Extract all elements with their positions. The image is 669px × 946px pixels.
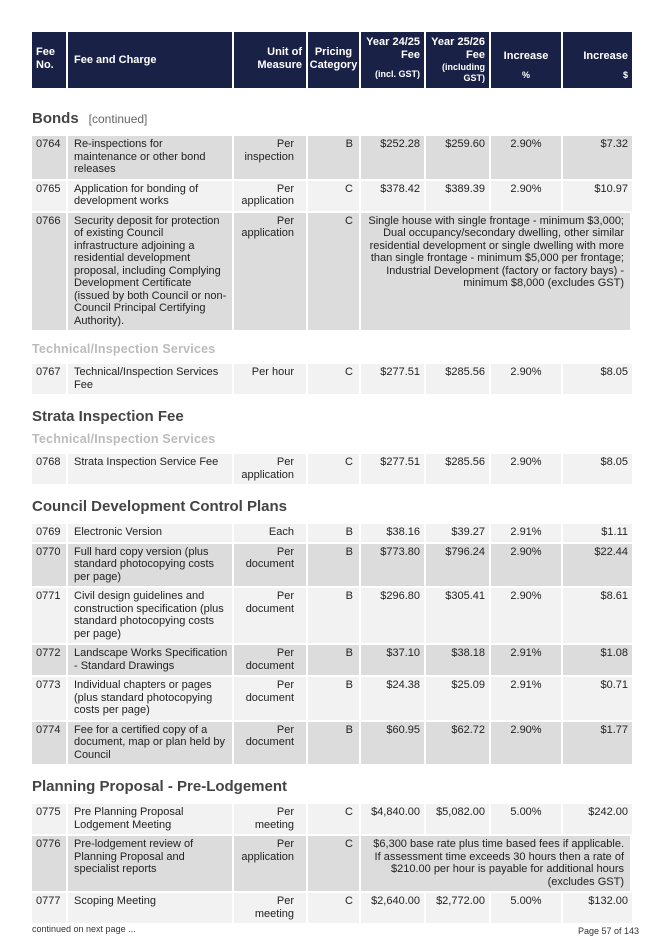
header-increase-amt <box>563 32 632 88</box>
fee-description: Fee for a certified copy of a document, map or plan held by Council <box>68 722 232 765</box>
footer-continued: continued on next page ... <box>32 924 136 934</box>
fee-2526: $39.27 <box>426 524 489 542</box>
fee-no: 0777 <box>32 893 66 923</box>
fee-2526: $285.56 <box>426 364 489 394</box>
increase-amt: $10.97 <box>563 181 632 211</box>
increase-amt: $8.61 <box>563 588 632 643</box>
fee-2526: $38.18 <box>426 645 489 675</box>
fee-description: Strata Inspection Service Fee <box>68 454 232 484</box>
header-fee-no: Fee No. <box>32 32 66 88</box>
section-title-council-dcp: Council Development Control Plans <box>32 498 288 515</box>
unit-of-measure: Per document <box>234 588 306 643</box>
fee-no: 0774 <box>32 722 66 765</box>
fee-2425: $378.42 <box>361 181 424 211</box>
fee-description: Technical/Inspection Services Fee <box>68 364 232 394</box>
subsection-title-technical: Technical/Inspection Services <box>32 342 216 356</box>
footer-page-number: Page 57 of 143 <box>578 926 640 936</box>
table-header <box>32 32 638 88</box>
increase-pct: 2.91% <box>491 524 561 542</box>
unit-of-measure: Per application <box>234 181 306 211</box>
fee-no: 0770 <box>32 544 66 587</box>
header-year-2526-label: Year 25/26 <box>431 36 485 48</box>
fee-description: Civil design guidelines and construction specification (plus standard photocopying costs per page) <box>68 588 232 643</box>
unit-of-measure: Per meeting <box>234 804 306 834</box>
pricing-category: C <box>308 213 359 331</box>
fee-description: Application for bonding of development works <box>68 181 232 211</box>
table-row <box>32 544 638 587</box>
increase-pct: 2.91% <box>491 677 561 720</box>
fee-description: Full hard copy version (plus standard photocopying costs per page) <box>68 544 232 587</box>
section-title-planning-proposal: Planning Proposal - Pre-Lodgement <box>32 778 288 795</box>
table-row <box>32 136 638 179</box>
increase-amt: $0.71 <box>563 677 632 720</box>
increase-pct: 2.91% <box>491 645 561 675</box>
header-increase-amt-sub: $ <box>622 70 628 80</box>
table-row <box>32 588 638 643</box>
table-row <box>32 722 638 765</box>
pricing-category: B <box>308 588 359 643</box>
pricing-category: C <box>308 364 359 394</box>
fee-no: 0766 <box>32 213 66 331</box>
fee-description: Landscape Works Specification - Standard Drawings <box>68 645 232 675</box>
subsection-title-strata-technical: Technical/Inspection Services <box>32 432 216 446</box>
increase-pct: 2.90% <box>491 544 561 587</box>
fee-no: 0764 <box>32 136 66 179</box>
header-increase-pct-sub: % <box>521 70 530 80</box>
fee-no: 0776 <box>32 836 66 891</box>
fee-2425: $277.51 <box>361 364 424 394</box>
increase-pct: 2.90% <box>491 588 561 643</box>
increase-amt: $8.05 <box>563 364 632 394</box>
fee-description: Re-inspections for maintenance or other bond releases <box>68 136 232 179</box>
fee-description: Security deposit for protection of existing Council infrastructure adjoining a residential development proposal, including Complying Development Certificate (issued by both Council or non-Council Principal Certifying Authority). <box>68 213 232 331</box>
header-year-2425-sub: (incl. GST) <box>375 69 420 79</box>
header-unit-of-measure: Unit of Measure <box>234 32 306 88</box>
pricing-category: C <box>308 836 359 891</box>
increase-pct: 5.00% <box>491 893 561 923</box>
table-row <box>32 524 638 542</box>
header-year-2526-fee: Fee <box>466 49 485 61</box>
section-title-bonds-text: Bonds <box>32 110 79 127</box>
increase-amt: $1.08 <box>563 645 632 675</box>
fee-2526: $389.39 <box>426 181 489 211</box>
fee-description: Individual chapters or pages (plus standard photocopying costs per page) <box>68 677 232 720</box>
fee-description: Pre Planning Proposal Lodgement Meeting <box>68 804 232 834</box>
unit-of-measure: Per inspection <box>234 136 306 179</box>
header-increase-amt-label: Increase <box>583 50 628 62</box>
table-row <box>32 213 638 331</box>
section-title-strata: Strata Inspection Fee <box>32 408 184 425</box>
pricing-category: C <box>308 454 359 484</box>
fee-2526: $305.41 <box>426 588 489 643</box>
unit-of-measure: Per application <box>234 454 306 484</box>
table-row <box>32 893 638 923</box>
unit-of-measure: Per document <box>234 722 306 765</box>
increase-amt: $1.77 <box>563 722 632 765</box>
pricing-category: B <box>308 136 359 179</box>
increase-amt: $22.44 <box>563 544 632 587</box>
increase-pct: 2.90% <box>491 181 561 211</box>
section-title-bonds <box>32 110 638 128</box>
header-fee-and-charge: Fee and Charge <box>68 32 232 88</box>
fee-no: 0775 <box>32 804 66 834</box>
increase-pct: 2.90% <box>491 136 561 179</box>
table-row <box>32 181 638 211</box>
fee-2425: $277.51 <box>361 454 424 484</box>
fee-2425: $252.28 <box>361 136 424 179</box>
table-row <box>32 364 638 394</box>
pricing-category: B <box>308 645 359 675</box>
fee-2526: $796.24 <box>426 544 489 587</box>
fee-2425: $38.16 <box>361 524 424 542</box>
fee-2425: $60.95 <box>361 722 424 765</box>
header-year-2425-fee: Fee <box>401 49 420 61</box>
increase-amt: $242.00 <box>563 804 632 834</box>
pricing-category: B <box>308 677 359 720</box>
fee-2526: $5,082.00 <box>426 804 489 834</box>
fee-note: Single house with single frontage - minimum $3,000; Dual occupancy/secondary dwelling, other similar residential development or single dwelling with more than single frontage - minimum $5,000 per frontage; Industrial Development (factory or factory bays) - minimum $8,000 (excludes GST) <box>361 213 630 331</box>
header-increase-pct <box>491 32 561 88</box>
pricing-category: C <box>308 181 359 211</box>
fee-description: Electronic Version <box>68 524 232 542</box>
unit-of-measure: Per document <box>234 544 306 587</box>
header-pricing-category: Pricing Category <box>308 32 359 88</box>
increase-amt: $8.05 <box>563 454 632 484</box>
table-row <box>32 645 638 675</box>
unit-of-measure: Per hour <box>234 364 306 394</box>
fee-no: 0771 <box>32 588 66 643</box>
pricing-category: B <box>308 722 359 765</box>
increase-pct: 2.90% <box>491 722 561 765</box>
unit-of-measure: Per document <box>234 645 306 675</box>
fee-no: 0769 <box>32 524 66 542</box>
fee-schedule-page <box>32 32 638 925</box>
fee-2425: $2,640.00 <box>361 893 424 923</box>
unit-of-measure: Per document <box>234 677 306 720</box>
fee-2425: $37.10 <box>361 645 424 675</box>
fee-2425: $24.38 <box>361 677 424 720</box>
unit-of-measure: Each <box>234 524 306 542</box>
fee-description: Scoping Meeting <box>68 893 232 923</box>
table-row <box>32 454 638 484</box>
fee-no: 0772 <box>32 645 66 675</box>
increase-amt: $132.00 <box>563 893 632 923</box>
fee-no: 0765 <box>32 181 66 211</box>
fee-2526: $25.09 <box>426 677 489 720</box>
table-row <box>32 677 638 720</box>
fee-no: 0767 <box>32 364 66 394</box>
pricing-category: B <box>308 544 359 587</box>
unit-of-measure: Per application <box>234 213 306 331</box>
header-year-2526 <box>426 32 489 88</box>
fee-description: Pre-lodgement review of Planning Proposal and specialist reports <box>68 836 232 891</box>
table-row <box>32 804 638 834</box>
increase-pct: 2.90% <box>491 454 561 484</box>
fee-no: 0773 <box>32 677 66 720</box>
increase-pct: 2.90% <box>491 364 561 394</box>
pricing-category: C <box>308 893 359 923</box>
fee-2526: $62.72 <box>426 722 489 765</box>
fee-note: $6,300 base rate plus time based fees if applicable. If assessment time exceeds 30 hours then a rate of $210.00 per hour is payable for additional hours (excludes GST) <box>361 836 630 891</box>
unit-of-measure: Per meeting <box>234 893 306 923</box>
fee-2425: $4,840.00 <box>361 804 424 834</box>
fee-no: 0768 <box>32 454 66 484</box>
unit-of-measure: Per application <box>234 836 306 891</box>
fee-2425: $296.80 <box>361 588 424 643</box>
pricing-category: B <box>308 524 359 542</box>
header-increase-pct-label: Increase <box>503 50 549 62</box>
fee-2425: $773.80 <box>361 544 424 587</box>
fee-2526: $285.56 <box>426 454 489 484</box>
header-year-2425 <box>361 32 424 88</box>
increase-amt: $7.32 <box>563 136 632 179</box>
header-year-2425-label: Year 24/25 <box>366 36 420 48</box>
continued-label: [continued] <box>88 112 148 126</box>
pricing-category: C <box>308 804 359 834</box>
fee-2526: $2,772.00 <box>426 893 489 923</box>
table-row <box>32 836 638 891</box>
fee-2526: $259.60 <box>426 136 489 179</box>
increase-amt: $1.11 <box>563 524 632 542</box>
increase-pct: 5.00% <box>491 804 561 834</box>
header-year-2526-sub: (including GST) <box>442 62 485 83</box>
